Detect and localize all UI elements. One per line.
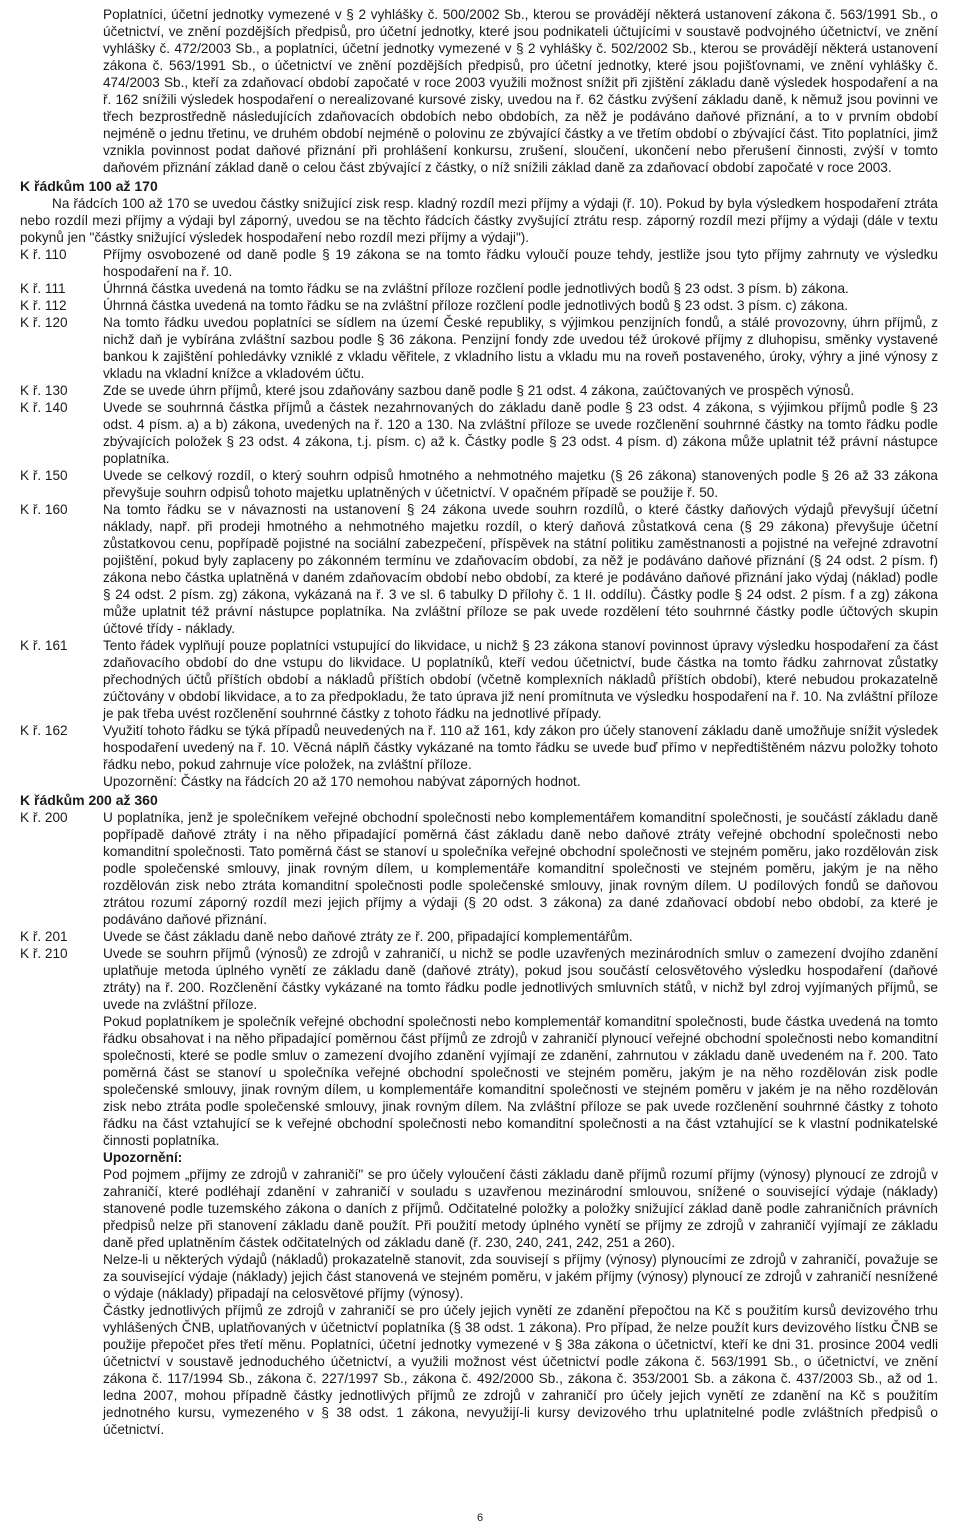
row-label: K ř. 160: [20, 502, 68, 517]
row-110: [20, 246, 938, 280]
row-label: K ř. 200: [20, 810, 68, 825]
intro-paragraph: Poplatníci, účetní jednotky vymezené v § 2 vyhlášky č. 500/2002 Sb., kterou se provádějí některá ustanovení zákona č. 563/1991 Sb., o účetnictví, ve znění pozdějších předpisů, pro účetní jednotky, které jsou podnikateli účtujícími v soustavě podvojného účetnictví, ve znění vyhlášky č. 472/2003 Sb., a poplatníci, účetní jednotky vymezené v § 2 vyhlášky č. 502/2002 Sb., kterou se provádějí některá ustanovení zákona č. 563/1991 Sb., o účetnictví ve znění pozdějších předpisů, pro účetní jednotky, které jsou pojišťovnami, ve znění vyhlášky č. 474/2003 Sb., kteří za zdaňovací období započaté v roce 2003 využili možnost snížit při zjištění základu daně výsledek hospodaření a na ř. 162 snížili výsledek hospodaření o nerealizované kursové zisky, uvedou na ř. 62 částku zvýšení základu daně, k němuž jsou povinni ve třech bezprostředně následujících zdaňovacích obdobích nebo obdobích, za něž je podáváno daňové přiznání, a to v prvním období nejméně o jednu třetinu, ve druhém období nejméně o polovinu ze zbývající částky a ve třetím období o zbývající část. Tito poplatníci, jimž vznikla povinnost podat daňové přiznání při prohlášení konkursu, zrušení, sloučení, ukončení nebo přerušení činnosti, zvýší v tomto daňovém přiznání základ daně o celou část zbývající z částky, o níž snížili základ daně za zdaňovací období započaté v roce 2003.: [103, 7, 938, 175]
row-text: Uvede se celkový rozdíl, o který souhrn odpisů hmotného a nehmotného majetku (§ 26 zákona) stanovených podle § 26 až 33 zákona převyšuje souhrn odpisů tohoto majetku uplatněných v účetnictví. V opačném případě se použije ř. 50.: [103, 468, 938, 500]
row-label: K ř. 140: [20, 400, 68, 415]
row-label: K ř. 111: [20, 281, 66, 296]
row-112: [20, 297, 938, 314]
row-210: [20, 945, 938, 1013]
warning-label: Upozornění:: [103, 1150, 183, 1165]
row-text: Využití tohoto řádku se týká případů neuvedených na ř. 110 až 161, kdy zákon pro účely stanovení základu daně umožňuje snížit výsledek hospodaření uvedený na ř. 10. Věcná náplň částky vykázané na tomto řádku se uvede buď přímo v nepředtištěném názvu položky tohoto řádku nebo, pokud zahrnuje více položek, na zvláštní příloze.: [103, 723, 938, 772]
continuation-paragraph: Pod pojmem „příjmy ze zdrojů v zahraničí" se pro účely vyloučení části základu daně příjmů rozumí příjmy (výnosy) plynoucí ze zdrojů v zahraničí, které podléhají zdanění v zahraničí v souladu s uzavřenou mezinárodní smlouvou, snížené o související výdaje (náklady) stanovené podle tuzemského zákona o daních z příjmů. Odčitatelné položky a položky snižující základ daně podle zahraničních právních předpisů nelze při stanovení základu daně použít. Při použití metody úplného vynětí se příjmy ze zdrojů v zahraničí vyjímají ze základu daně před uplatněním částek odčitatelných od základu daně (ř. 230, 240, 241, 242, 251 a 260).: [103, 1167, 938, 1250]
row-label: K ř. 130: [20, 383, 68, 398]
row-150: [20, 467, 938, 501]
row-label: K ř. 150: [20, 468, 68, 483]
row-text: Uvede se část základu daně nebo daňové ztráty ze ř. 200, připadající komplementářům.: [103, 929, 633, 944]
row-label: K ř. 110: [20, 247, 67, 262]
section-intro-paragraph: Na řádcích 100 až 170 se uvedou částky snižující zisk resp. kladný rozdíl mezi příjmy a výdaji (ř. 10). Pokud by byla výsledkem hospodaření ztráta nebo rozdíl mezi příjmy a výdaji byl záporný, uvedou se na těchto řádcích částky zvyšující ztrátu resp. záporný rozdíl mezi příjmy a výdaji (dále v textu pokynů jen "částky snižující výsledek hospodaření nebo rozdíl mezi příjmy a výdaji").: [20, 196, 938, 245]
row-text: Na tomto řádku se v návaznosti na ustanovení § 24 zákona uvede souhrn rozdílů, o které částky daňových výdajů převyšují účetní náklady, např. při prodeji hmotného a nehmotného majetku rozdíl, o který daňová zůstatková cena (§ 29 zákona) převyšuje účetní zůstatkovou cenu, popřípadě pojistné na sociální zabezpečení, příspěvek na státní politiku zaměstnanosti a pojistné na veřejné zdravotní pojištění, pokud byly zaplaceny po zákonném termínu ve zdaňovacím období, za něž je podáváno daňové přiznání (§ 24 odst. 2 písm. f) zákona nebo částka uplatněná v daném zdaňovacím období nebo období, za které je podáváno daňové přiznání jako výdaj (náklad) podle § 24 odst. 2 písm. zg) zákona, vykázaná na ř. 3 ve sl. 6 tabulky D přílohy č. 1 II. oddílu). Částky podle § 24 odst. 2 písm. f a zg) zákona může uplatnit též právní nástupce poplatníka. Na zvláštní příloze se pak uvede rozdělení této souhrnné částky podle účtových skupin účtové třídy - náklady.: [103, 502, 938, 636]
document-page: [20, 6, 938, 1438]
row-140: [20, 399, 938, 467]
continuation-paragraph: Částky jednotlivých příjmů ze zdrojů v zahraničí se pro účely jejich vynětí ze zdanění přepočtou na Kč s použitím kursů devizového trhu vyhlášených ČNB, uplatňovaných v účetnictví poplatníka (§ 38 odst. 1 zákona). Pro případ, že nelze použít kurs devizového lístku ČNB se použije přepočet přes třetí měnu. Poplatníci, účetní jednotky vymezené v § 38a zákona o účetnictví, kteří ke dni 31. prosince 2004 vedli účetnictví v soustavě jednoduchého účetnictví, a využili možnost vést účetnictví podle zákona č. 563/1991 Sb., o účetnictví, ve znění zákona č. 117/1994 Sb., zákona č. 227/1997 Sb., zákona č. 492/2000 Sb., zákona č. 353/2001 Sb. a zákona č. 437/2003 Sb., až od 1. ledna 2007, mohou případně částky jednotlivých příjmů ze zdrojů v zahraničí pro účely jejich vynětí ze zdanění na Kč s použitím jednotného kursu, vymezeného v § 38 odst. 1 zákona, nevyužijí-li kursy devizového trhu uplatnitelné podle zvláštních předpisů o účetnictví.: [103, 1303, 938, 1437]
continuation-paragraph: Nelze-li u některých výdajů (nákladů) prokazatelně stanovit, zda souvisejí s příjmy (výnosy) plynoucími ze zdrojů v zahraničí, považuje se za související výdaje (náklady) jejich část stanovená ve stejném poměru, v jakém příjmy (výnosy) plynoucí ze zdrojů v zahraničí nesnížené o výdaje (náklady) připadají na celosvětové příjmy (výnosy).: [103, 1252, 938, 1301]
row-label: K ř. 201: [20, 929, 68, 944]
row-160: [20, 501, 938, 637]
section-heading-100-170: K řádkům 100 až 170: [20, 178, 158, 194]
row-text: Úhrnná částka uvedená na tomto řádku se na zvláštní příloze rozčlení podle jednotlivých bodů § 23 odst. 3 písm. b) zákona.: [103, 281, 849, 296]
continuation-paragraph: Pokud poplatníkem je společník veřejné obchodní společnosti nebo komplementář komanditní společnosti, bude částka uvedená na tomto řádku obsahovat i na něho připadající poměrnou část příjmů ze zdrojů v zahraničí plynoucí veřejné obchodní společnosti nebo komanditní společnosti, které se podle smluv o zamezení dvojího zdanění vyjímají ze zdanění, zahrnutou v základu daně uvedeném na ř. 200. Tato poměrná část se stanoví u společníka veřejné obchodní společnosti ve stejném poměru, jakým je na něho rozdělován zisk podle společenské smlouvy, jinak rovným dílem, u komplementáře komanditní společnosti ve stejném poměru v jakém je na něho rozdělován zisk nebo ztráta podle společenské smlouvy, jinak rovným dílem. Na zvláštní příloze se pak uvede rozčlenění souhrnné částky z tohoto řádku na část vztahující se k veřejné obchodní společnosti nebo komanditní společnosti a na část vztahující se k vlastní podnikatelské činnosti poplatníka.: [103, 1014, 938, 1148]
row-200: [20, 809, 938, 928]
row-list-200-360: [20, 809, 938, 1013]
row-label: K ř. 162: [20, 723, 68, 738]
row-text: Tento řádek vyplňují pouze poplatníci vstupující do likvidace, u nichž § 23 zákona stanoví povinnost úpravy výsledku hospodaření za část zdaňovacího období do dne vstupu do likvidace. U poplatníků, kteří vedou účetnictví, bude částka na tomto řádku zahrnovat zůstatky přechodných účtů příštích období a nákladů příštích období (včetně komplexních nákladů příštích období), které nebudou prokazatelně zúčtovány v období likvidace, a to za předpokladu, že tato úprava již není promítnuta ve výsledku hospodaření na ř. 10. Na zvláštní příloze je pak třeba uvést rozčlenění souhrnné částky z tohoto řádku na jednotlivé případy.: [103, 638, 938, 721]
row-label: K ř. 161: [20, 638, 68, 653]
row-text: Úhrnná částka uvedená na tomto řádku se na zvláštní příloze rozčlení podle jednotlivých bodů § 23 odst. 3 písm. c) zákona.: [103, 298, 849, 313]
row-120: [20, 314, 938, 382]
row-label: K ř. 112: [20, 298, 67, 313]
row-text: Zde se uvede úhrn příjmů, které jsou zdaňovány sazbou daně podle § 21 odst. 4 zákona, zaúčtovaných ve prospěch výnosů.: [103, 383, 855, 398]
row-text: Na tomto řádku uvedou poplatníci se sídlem na území České republiky, s výjimkou penzijních fondů, a stálé provozovny, úhrn příjmů, z nichž daň je vybírána zvláštní sazbou podle § 36 zákona. Penzijní fondy zde uvedou též úrokové příjmy z dluhopisu, směnky vystavené bankou k zajištění pohledávky vzniklé z vkladu věřitele, z vkladního listu a vkladu mu na roveň postaveného, úroky, výhry a jiné výnosy z vkladu na vkladní knížce a vkladovém účtu.: [103, 315, 938, 381]
note-paragraph: Upozornění: Částky na řádcích 20 až 170 nemohou nabývat záporných hodnot.: [103, 774, 581, 789]
row-text: U poplatníka, jenž je společníkem veřejné obchodní společnosti nebo komplementářem komanditní společnosti, je součástí základu daně popřípadě daňové ztráty i na něho připadající poměrná část základu daně nebo daňové ztráty veřejné obchodní společnosti nebo komanditní společnosti. Tato poměrná část se stanoví u společníka veřejné obchodní společnosti ve stejném poměru, jako rozdělován zisk podle společenské smlouvy, jinak rovným dílem, u komplementáře komanditní společnosti ve stejném poměru, jakým je na něho rozdělován zisk nebo ztráta komanditní společnosti podle společenské smlouvy, jinak rovným dílem. U podílových fondů se daňovou ztrátou rozumí záporný rozdíl mezi jejich příjmy a výdaji (§ 20 odst. 3 zákona) za dané zdaňovací období nebo období, za které je podáváno daňové přiznání.: [103, 810, 938, 927]
row-162: [20, 722, 938, 773]
page-number: 6: [476, 1512, 484, 1524]
row-201: [20, 928, 938, 945]
row-label: K ř. 210: [20, 946, 68, 961]
row-130: [20, 382, 938, 399]
row-text: Příjmy osvobozené od daně podle § 19 zákona se na tomto řádku vyloučí pouze tehdy, jestliže jsou tyto příjmy zahrnuty ve výsledku hospodaření na ř. 10.: [103, 247, 938, 279]
row-label: K ř. 120: [20, 315, 68, 330]
row-list-100-170: [20, 246, 938, 773]
row-text: Uvede se souhrn příjmů (výnosů) ze zdrojů v zahraničí, u nichž se podle uzavřených mezinárodních smluv o zamezení dvojího zdanění uplatňuje metoda úplného vynětí ze základu daně (daňové ztráty), pokud jsou součástí celosvětového výsledku hospodaření (daňové ztráty) na ř. 200. Rozčlenění částky vykázané na tomto řádku podle jednotlivých smluvních států, v nichž byl zdroj vyjímaných příjmů, se uvede na zvláštní příloze.: [103, 946, 938, 1012]
row-text: Uvede se souhrnná částka příjmů a částek nezahrnovaných do základu daně podle § 23 odst. 4 zákona, s výjimkou příjmů podle § 23 odst. 4 písm. a) a b) zákona, uvedených na ř. 120 a 130. Na zvláštní příloze se uvede rozčlenění souhrnné částky na tomto řádku podle zbývajících položek § 23 odst. 4 zákona, t.j. písm. c) až k. Částky podle § 23 odst. 4 písm. d) zákona může uplatnit též právní nástupce poplatníka.: [103, 400, 938, 466]
row-111: [20, 280, 938, 297]
row-161: [20, 637, 938, 722]
section-heading-200-360: K řádkům 200 až 360: [20, 792, 158, 808]
